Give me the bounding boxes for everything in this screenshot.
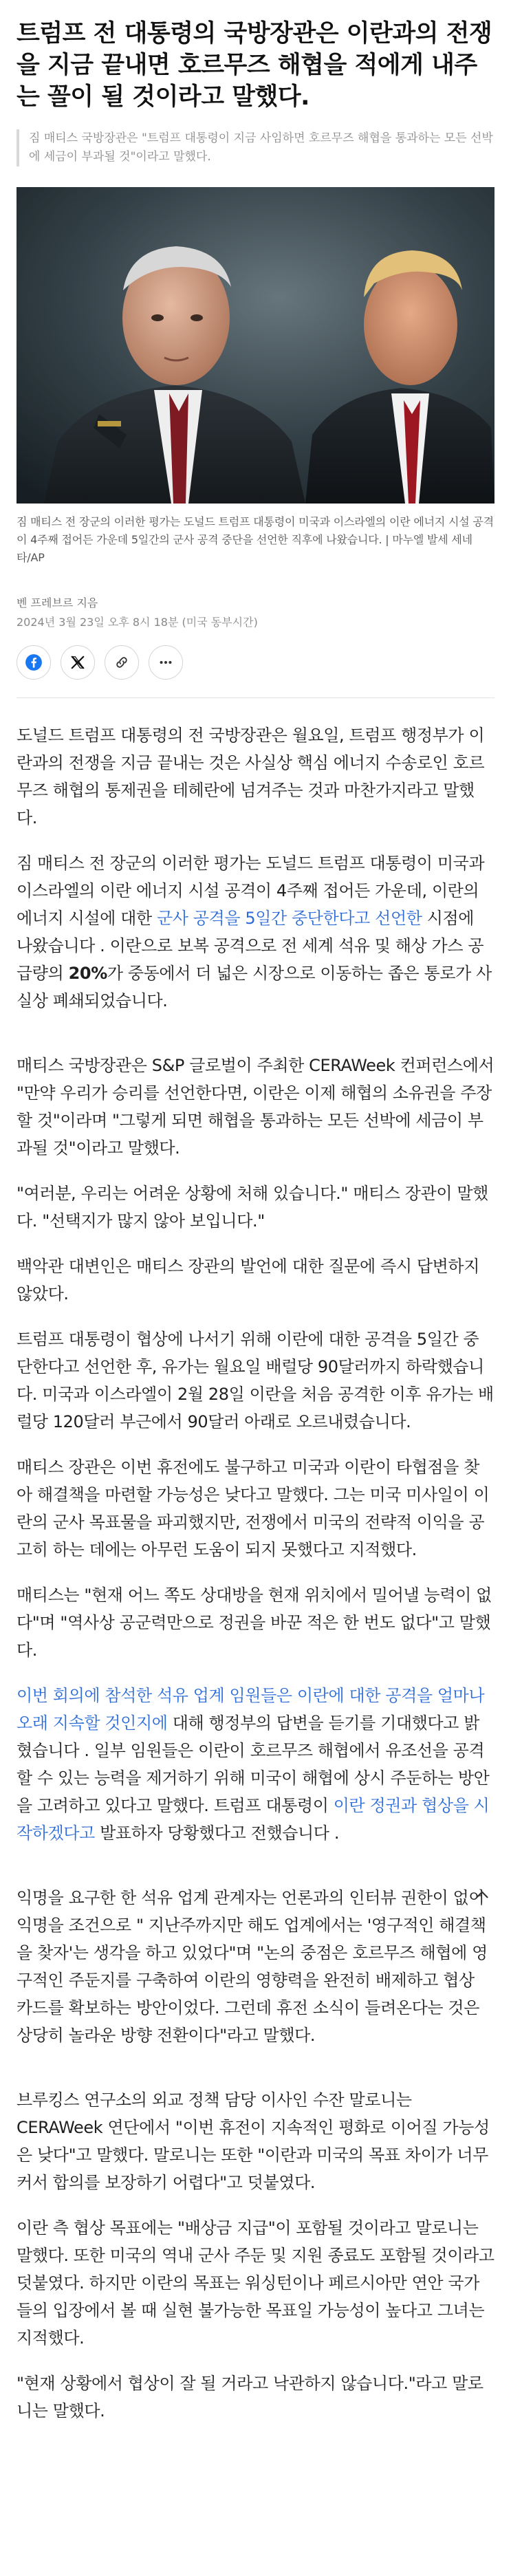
share-x-button[interactable]: [61, 645, 95, 680]
article-photo: [17, 187, 494, 504]
chevron-up-icon: [473, 1886, 491, 1904]
headline: 트럼프 전 대통령의 국방장관은 이란과의 전쟁을 지금 끝내면 호르무즈 해협을 적에게 내주는 꼴이 될 것이라고 말했다.: [17, 20, 492, 111]
paragraph-text: 도널드 트럼프 대통령의 전 국방장관은 월요일, 트럼프 행정부가 이란과의 전쟁을 지금 끝내는 것은 사실상 핵심 에너지 수송로인 호르무즈 해협의 통제권을 테헤란에 넘겨주는 것과 마찬가지라고 말했다.: [17, 726, 485, 827]
link-icon: [114, 655, 129, 670]
paragraph-text: 백악관 대변인은 매티스 장관의 발언에 대한 질문에 즉시 답변하지 않았다.: [17, 1257, 479, 1303]
inline-link[interactable]: 이란 정권과 협상을 시작하겠다고: [17, 1796, 490, 1843]
paragraph-text: 대해 행정부의 답변을 듣기를 기대했다고 밝혔습니다 . 일부 임원들은 이란이 호르무즈 해협에서 유조선을 공격할 수 있는 능력을 제거하기 위해 미국이 해협에 상시 주둔하는 방안을 고려하고 있다고 말했다. 트럼프 대통령이: [17, 1713, 490, 1815]
article-paragraph: [17, 2049, 494, 2196]
share-bar: [17, 645, 494, 680]
article-paragraph: [17, 1847, 494, 2049]
article-paragraph: [17, 832, 494, 1015]
copy-link-button[interactable]: [105, 645, 139, 680]
inline-link[interactable]: 이번 회의에 참석한 석유 업계 임원들은 이란에 대한 공격을 얼마나 오래 지속할 것인지에: [17, 1686, 485, 1733]
article-paragraph: [17, 1436, 494, 1563]
paragraph-text: 가 중동에서 더 넓은 시장으로 이동하는 좁은 통로가 사실상 폐쇄되었습니다.: [17, 964, 492, 1010]
share-facebook-button[interactable]: [17, 645, 51, 680]
article-paragraph: [17, 1308, 494, 1436]
inline-link[interactable]: 군사 공격을 5일간 중단한다고 선언한: [156, 909, 422, 928]
more-icon: [158, 655, 173, 670]
paragraph-text: 매티스 국방장관은 S&P 글로벌이 주최한 CERAWeek 컨퍼런스에서 "만약 우리가 승리를 선언한다면, 이란은 이제 해협의 소유권을 주장할 것"이라며 "그렇게 되면 해협을 통과하는 모든 선박에 세금이 부과될 것"이라고 말했다.: [17, 1056, 494, 1158]
article-paragraph: [17, 2352, 494, 2425]
article-summary: 짐 매티스 국방장관은 "트럼프 대통령이 지금 사임하면 호르무즈 해협을 통과하는 모든 선박에 세금이 부과될 것"이라고 말했다.: [17, 129, 494, 166]
bold-text: 20%: [68, 964, 107, 983]
paragraph-text: "여러분, 우리는 어려운 상황에 처해 있습니다." 매티스 장관이 말했다. "선택지가 많지 않아 보입니다.": [17, 1184, 488, 1231]
article-body: [0, 698, 511, 2425]
paragraph-text: 시점에 나왔습니다 . 이란으로 보복 공격으로 전 세계 석유 및 해상 가스 공급량의: [17, 909, 484, 983]
paragraph-text: "현재 상황에서 협상이 잘 될 거라고 낙관하지 않습니다."라고 말로니는 말했다.: [17, 2374, 483, 2421]
article-paragraph: [17, 1235, 494, 1308]
article-paragraph: [17, 1162, 494, 1235]
paragraph-text: 트럼프 대통령이 협상에 나서기 위해 이란에 대한 공격을 5일간 중단한다고 선언한 후, 유가는 월요일 배럴당 90달러까지 하락했습니다. 미국과 이스라엘이 2월 28일 이란을 처음 공격한 이후 유가는 배럴당 120달러 부근에서 90달러 아래로 오르내렸습니다.: [17, 1330, 494, 1431]
byline: 벤 프레브르 지음: [17, 596, 98, 609]
paragraph-text: 짐 매티스 전 장군의 이러한 평가는 도널드 트럼프 대통령이 미국과 이스라엘의 이란 에너지 시설 공격이 4주째 접어든 가운데, 이란의 에너지 시설에 대한: [17, 854, 485, 928]
photo-caption: 짐 매티스 전 장군의 이러한 평가는 도널드 트럼프 대통령이 미국과 이스라엘의 이란 에너지 시설 공격이 4주째 접어든 가운데 5일간의 군사 공격 중단을 선언한 직후에 나왔습니다. | 마누엘 발세 세네타/AP: [17, 515, 494, 564]
collapse-button[interactable]: [468, 1881, 496, 1909]
paragraph-text: 매티스는 "현재 어느 쪽도 상대방을 현재 위치에서 밀어낼 능력이 없다"며 "역사상 공군력만으로 정권을 바꾼 적은 한 번도 없다"고 말했다.: [17, 1585, 492, 1660]
paragraph-text: 이란 측 협상 목표에는 "배상금 지급"이 포함될 것이라고 말로니는 말했다. 또한 미국의 역내 군사 주둔 및 지원 종료도 포함될 것이라고 덧붙였다. 하지만 이란의 목표는 워싱턴이나 페르시아만 연안 국가들의 입장에서 볼 때 실현 불가능한 목표일 가능성이 높다고 그녀는 지적했다.: [17, 2218, 494, 2348]
paragraph-text: 브루킹스 연구소의 외교 정책 담당 이사인 수잔 말로니는 CERAWeek 연단에서 "이번 휴전이 지속적인 평화로 이어질 가능성은 낮다"고 말했다. 말로니는 또한 "이란과 미국의 목표 차이가 너무 커서 합의를 보장하기 어렵다"고 덧붙였다.: [17, 2090, 490, 2192]
paragraph-text: 매티스 장관은 이번 휴전에도 불구하고 미국과 이란이 타협점을 찾아 해결책을 마련할 가능성은 낮다고 말했다. 그는 미국 미사일이 이란의 군사 목표물을 파괴했지만, 전쟁에서 미국의 전략적 이익을 공고히 하는 데에는 아무런 도움이 되지 못했다고 지적했다.: [17, 1458, 490, 1559]
more-options-button[interactable]: [149, 645, 183, 680]
article-paragraph: [17, 2196, 494, 2352]
article-paragraph: [17, 1563, 494, 1664]
publish-date: 2024년 3월 23일 오후 8시 18분 (미국 동부시간): [17, 616, 258, 629]
article-paragraph: [17, 1015, 494, 1162]
article-meta: [17, 596, 494, 680]
article-paragraph: [17, 704, 494, 832]
paragraph-text: 익명을 요구한 한 석유 업계 관계자는 언론과의 인터뷰 권한이 없어 익명을 조건으로 " 지난주까지만 해도 업계에서는 '영구적인 해결책을 찾자'는 생각을 하고 있었다"며 "논의 중점은 호르무즈 해협에 영구적인 주둔지를 구축하여 이란의 영향력을 완전히 배제하고 협상 카드를 확보하는 방안이었다. 그런데 휴전 소식이 들려온다는 것은 상당히 놀라운 방향 전환이다"라고 말했다.: [17, 1888, 488, 2045]
paragraph-text: 발표하자 당황했다고 전했습니다 .: [94, 1823, 340, 1843]
article-paragraph: [17, 1664, 494, 1847]
x-icon: [70, 655, 85, 670]
facebook-icon: [25, 653, 43, 671]
